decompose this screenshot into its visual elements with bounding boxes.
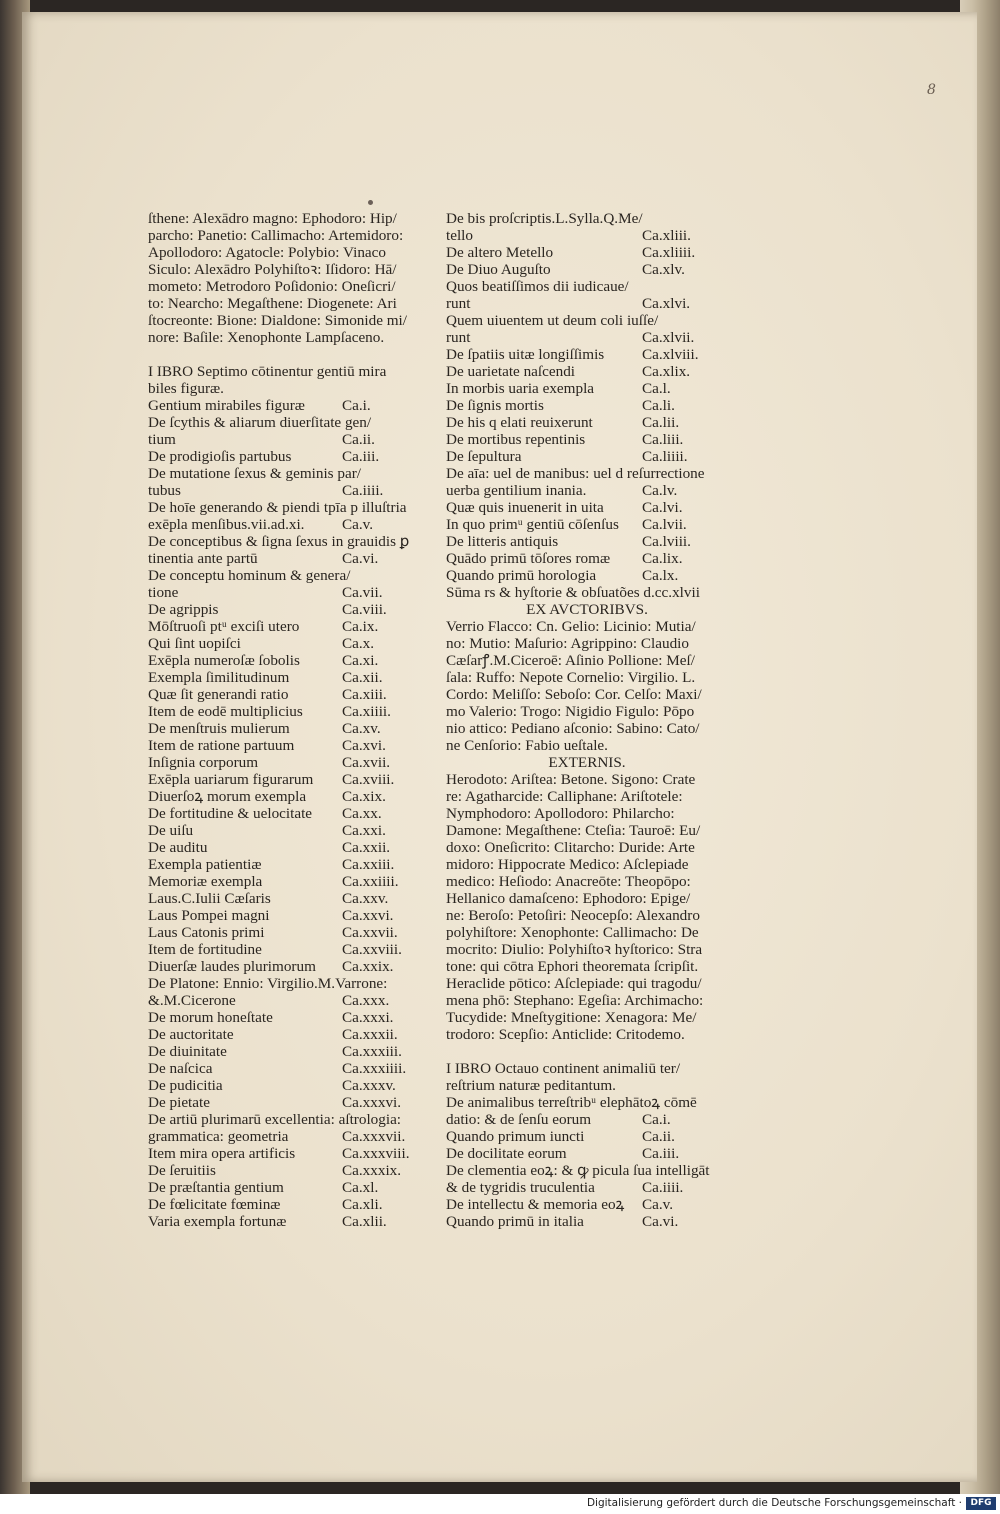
chapter-number: Ca.lvii. bbox=[642, 516, 687, 533]
chapter-number: Ca.xxii. bbox=[342, 839, 391, 856]
entry-title: tello bbox=[446, 227, 473, 244]
entry-title: De fœlicitate fœminæ bbox=[148, 1196, 281, 1213]
right-column bbox=[446, 210, 728, 1230]
text-line: De aīa: uel de manibus: uel d reſurrectione bbox=[446, 465, 705, 482]
chapter-number: Ca.xiiii. bbox=[342, 703, 391, 720]
chapter-number: Ca.xxxv. bbox=[342, 1077, 396, 1094]
index-entry bbox=[446, 1179, 728, 1196]
entry-title: Laus.C.Iulii Cæſaris bbox=[148, 890, 271, 907]
entry-title: De altero Metello bbox=[446, 244, 554, 261]
index-entry bbox=[148, 1128, 428, 1145]
section-heading: EXTERNIS. bbox=[548, 754, 626, 771]
index-entry bbox=[446, 380, 728, 397]
chapter-number: Ca.v. bbox=[342, 516, 374, 533]
index-entry bbox=[148, 958, 428, 975]
chapter-number: Ca.xxvii. bbox=[342, 924, 398, 941]
index-entry bbox=[148, 1196, 428, 1213]
chapter-number: Ca.xxv. bbox=[342, 890, 389, 907]
index-entry bbox=[446, 533, 728, 550]
entry-title: Exēpla uariarum figurarum bbox=[148, 771, 314, 788]
index-entry bbox=[148, 1077, 428, 1094]
chapter-number: Ca.xliii. bbox=[642, 227, 691, 244]
entry-title: De ſignis mortis bbox=[446, 397, 544, 414]
chapter-number: Ca.xx. bbox=[342, 805, 382, 822]
text-line: Heraclide pōtico: Aſclepiade: qui tragodu/ bbox=[446, 975, 702, 992]
index-entry bbox=[148, 482, 428, 499]
entry-title: De uiſu bbox=[148, 822, 194, 839]
entry-title: De docilitate eorum bbox=[446, 1145, 567, 1162]
index-entry bbox=[148, 822, 428, 839]
text-line: Damone: Megaſthene: Cteſia: Tauroē: Eu/ bbox=[446, 822, 701, 839]
text-line: Apollodoro: Agatocle: Polybio: Vinaco bbox=[148, 244, 386, 261]
entry-title: De pudicitia bbox=[148, 1077, 223, 1094]
chapter-number: Ca.i. bbox=[642, 1111, 671, 1128]
chapter-number: Ca.lii. bbox=[642, 414, 680, 431]
chapter-number: Ca.xxxii. bbox=[342, 1026, 398, 1043]
chapter-number: Ca.xxxix. bbox=[342, 1162, 402, 1179]
text-line: medico: Heſiodo: Anacreōte: Theopōpo: bbox=[446, 873, 691, 890]
index-entry bbox=[446, 431, 728, 448]
index-entry bbox=[148, 686, 428, 703]
text-line: nore: Baſile: Xenophonte Lampſaceno. bbox=[148, 329, 385, 346]
chapter-number: Ca.xl. bbox=[342, 1179, 379, 1196]
index-entry bbox=[148, 873, 428, 890]
chapter-number: Ca.xlix. bbox=[642, 363, 691, 380]
index-entry bbox=[446, 1111, 728, 1128]
chapter-number: Ca.xlv. bbox=[642, 261, 685, 278]
funding-notice: Digitalisierung gefördert durch die Deutsche Forschungsgemeinschaft · bbox=[586, 1497, 962, 1509]
entry-title: Exempla patientiæ bbox=[148, 856, 262, 873]
index-entry bbox=[148, 550, 428, 567]
entry-title: grammatica: geometria bbox=[148, 1128, 289, 1145]
entry-title: &.M.Cicerone bbox=[148, 992, 236, 1009]
text-line: ne: Beroſo: Petoſiri: Neocepſo: Alexandro bbox=[446, 907, 700, 924]
entry-title: De his q elati reuixerunt bbox=[446, 414, 593, 431]
chapter-number: Ca.v. bbox=[642, 1196, 674, 1213]
text-line: trodoro: Scepſio: Anticlide: Critodemo. bbox=[446, 1026, 685, 1043]
chapter-number: Ca.xvi. bbox=[342, 737, 386, 754]
chapter-number: Ca.iiii. bbox=[342, 482, 384, 499]
chapter-number: Ca.vii. bbox=[342, 584, 383, 601]
entry-title: In morbis uaria exempla bbox=[446, 380, 595, 397]
chapter-number: Ca.ix. bbox=[342, 618, 379, 635]
entry-title: Gentium mirabiles figuræ bbox=[148, 397, 305, 414]
index-entry bbox=[446, 363, 728, 380]
index-entry bbox=[446, 346, 728, 363]
text-line: De clementia eoꝝ: & ꝙ picula ſua intelligāt bbox=[446, 1162, 710, 1179]
text-line: mo Valerio: Trogo: Nigidio Figulo: Pōpo bbox=[446, 703, 695, 720]
chapter-number: Ca.ii. bbox=[642, 1128, 675, 1145]
text-line: Quos beatiſſimos dii iudicaue/ bbox=[446, 278, 629, 295]
chapter-number: Ca.liii. bbox=[642, 431, 684, 448]
entry-title: & de tygridis truculentia bbox=[446, 1179, 595, 1196]
chapter-number: Ca.li. bbox=[642, 397, 675, 414]
entry-title: De litteris antiquis bbox=[446, 533, 559, 550]
index-entry bbox=[446, 244, 728, 261]
index-entry bbox=[148, 584, 428, 601]
chapter-number: Ca.iii. bbox=[642, 1145, 680, 1162]
chapter-number: Ca.xi. bbox=[342, 652, 379, 669]
entry-title: De ſpatiis uitæ longiſſimis bbox=[446, 346, 605, 363]
index-entry bbox=[446, 295, 728, 312]
entry-title: De morum honeſtate bbox=[148, 1009, 273, 1026]
chapter-number: Ca.xxvi. bbox=[342, 907, 394, 924]
section-heading: EX AVCTORIBVS. bbox=[526, 601, 648, 618]
text-line: biles figuræ. bbox=[148, 380, 224, 397]
index-entry bbox=[148, 1213, 428, 1230]
entry-title: Varia exempla fortunæ bbox=[148, 1213, 287, 1230]
index-entry bbox=[446, 482, 728, 499]
index-entry bbox=[148, 1094, 428, 1111]
text-line: to: Nearcho: Megaſthene: Diogenete: Ari bbox=[148, 295, 397, 312]
chapter-number: Ca.liiii. bbox=[642, 448, 688, 465]
index-entry bbox=[148, 1043, 428, 1060]
text-line: I IBRO Septimo cōtinentur gentiū mira bbox=[148, 363, 387, 380]
index-entry bbox=[148, 788, 428, 805]
chapter-number: Ca.xliiii. bbox=[642, 244, 696, 261]
index-entry bbox=[148, 771, 428, 788]
index-entry bbox=[446, 516, 728, 533]
chapter-number: Ca.xxiiii. bbox=[342, 873, 399, 890]
chapter-number: Ca.xxxvii. bbox=[342, 1128, 406, 1145]
index-entry bbox=[446, 329, 728, 346]
entry-title: De auctoritate bbox=[148, 1026, 234, 1043]
entry-title: De agrippis bbox=[148, 601, 219, 618]
index-entry bbox=[148, 720, 428, 737]
index-entry bbox=[148, 839, 428, 856]
text-line: De animalibus terreſtribᵘ elephātoꝝ cōmē bbox=[446, 1094, 697, 1111]
chapter-number: Ca.xxiii. bbox=[342, 856, 395, 873]
text-line: ſtocreonte: Bione: Dialdone: Simonide mi/ bbox=[148, 312, 407, 329]
entry-title: De ſeruitiis bbox=[148, 1162, 216, 1179]
index-entry bbox=[148, 618, 428, 635]
chapter-number: Ca.xii. bbox=[342, 669, 383, 686]
chapter-number: Ca.xxxiii. bbox=[342, 1043, 402, 1060]
footer-bar bbox=[0, 1494, 1000, 1514]
entry-title: Diuerſoꝝ morum exempla bbox=[148, 788, 307, 805]
entry-title: De præſtantia gentium bbox=[148, 1179, 284, 1196]
chapter-number: Ca.lix. bbox=[642, 550, 683, 567]
entry-title: De mortibus repentinis bbox=[446, 431, 586, 448]
index-entry bbox=[446, 1213, 728, 1230]
entry-title: Quæ quis inuenerit in uita bbox=[446, 499, 604, 516]
entry-title: exēpla menſibus.vii.ad.xi. bbox=[148, 516, 305, 533]
index-entry bbox=[148, 856, 428, 873]
folio-number: 8 bbox=[927, 82, 936, 98]
entry-title: Exēpla numeroſæ ſobolis bbox=[148, 652, 300, 669]
text-line: nio attico: Pediano aſconio: Sabino: Cato/ bbox=[446, 720, 700, 737]
text-line: Tucydide: Mneſtygitione: Xenagora: Me/ bbox=[446, 1009, 697, 1026]
entry-title: Diuerſæ laudes plurimorum bbox=[148, 958, 316, 975]
text-line: De conceptu hominum & genera/ bbox=[148, 567, 351, 584]
index-entry bbox=[446, 1128, 728, 1145]
chapter-number: Ca.xvii. bbox=[342, 754, 391, 771]
entry-title: Item de ratione partuum bbox=[148, 737, 295, 754]
entry-title: uerba gentilium inania. bbox=[446, 482, 587, 499]
entry-title: Quando primū horologia bbox=[446, 567, 597, 584]
chapter-number: Ca.lvi. bbox=[642, 499, 683, 516]
text-line: parcho: Panetio: Callimacho: Artemidoro: bbox=[148, 227, 404, 244]
index-entry bbox=[148, 924, 428, 941]
entry-title: Laus Pompei magni bbox=[148, 907, 270, 924]
text-line: Hellanico damaſceno: Ephodoro: Epige/ bbox=[446, 890, 691, 907]
text-line: Sūma rs & hyſtorie & obſuatões d.cc.xlvii bbox=[446, 584, 700, 601]
chapter-number: Ca.xiii. bbox=[342, 686, 387, 703]
chapter-number: Ca.xix. bbox=[342, 788, 386, 805]
index-entry bbox=[446, 397, 728, 414]
index-entry bbox=[148, 1162, 428, 1179]
chapter-number: Ca.xxxiiii. bbox=[342, 1060, 407, 1077]
chapter-number: Ca.xlviii. bbox=[642, 346, 699, 363]
chapter-number: Ca.xv. bbox=[342, 720, 381, 737]
index-entry bbox=[446, 550, 728, 567]
text-line: De hoīe generando & piendi tpīa p illuſtria bbox=[148, 499, 407, 516]
index-entry bbox=[148, 1060, 428, 1077]
text-line: Herodoto: Ariſtea: Betone. Sigono: Crate bbox=[446, 771, 696, 788]
entry-title: Inſignia corporum bbox=[148, 754, 259, 771]
chapter-number: Ca.xviii. bbox=[342, 771, 395, 788]
text-line: Verrio Flacco: Cn. Gelio: Licinio: Mutia/ bbox=[446, 618, 696, 635]
text-line: De bis proſcriptis.L.Sylla.Q.Me/ bbox=[446, 210, 643, 227]
text-line: Cordo: Meliſſo: Seboſo: Cor. Celſo: Maxi/ bbox=[446, 686, 702, 703]
text-line: mometo: Metrodoro Poſidonio: Oneſicri/ bbox=[148, 278, 396, 295]
text-line: mena phō: Stephano: Egeſia: Archimacho: bbox=[446, 992, 704, 1009]
index-entry bbox=[148, 669, 428, 686]
chapter-number: Ca.xxi. bbox=[342, 822, 386, 839]
text-line: no: Mutio: Maſurio: Agrippino: Claudio bbox=[446, 635, 689, 652]
entry-title: Item de eodē multiplicius bbox=[148, 703, 303, 720]
index-entry bbox=[148, 941, 428, 958]
index-entry bbox=[446, 567, 728, 584]
chapter-number: Ca.xxviii. bbox=[342, 941, 402, 958]
text-line: I IBRO Octauo continent animaliū ter/ bbox=[446, 1060, 681, 1077]
blank-line bbox=[148, 346, 428, 363]
index-entry bbox=[148, 516, 428, 533]
entry-title: tubus bbox=[148, 482, 181, 499]
index-entry bbox=[148, 635, 428, 652]
chapter-number: Ca.vi. bbox=[642, 1213, 679, 1230]
entry-title: runt bbox=[446, 295, 471, 312]
chapter-number: Ca.lx. bbox=[642, 567, 679, 584]
text-line: polyhiſtore: Xenophonte: Callimacho: De bbox=[446, 924, 699, 941]
index-entry bbox=[446, 1145, 728, 1162]
index-entry bbox=[148, 1179, 428, 1196]
chapter-number: Ca.i. bbox=[342, 397, 371, 414]
chapter-number: Ca.viii. bbox=[342, 601, 387, 618]
entry-title: In quo primᵘ gentiū cōſenſus bbox=[446, 516, 619, 533]
chapter-number: Ca.lviii. bbox=[642, 533, 691, 550]
entry-title: De Diuo Auguſto bbox=[446, 261, 551, 278]
index-entry bbox=[148, 397, 428, 414]
index-entry bbox=[148, 1009, 428, 1026]
entry-title: De auditu bbox=[148, 839, 208, 856]
text-line: ſala: Ruffo: Nepote Cornelio: Virgilio. L. bbox=[446, 669, 696, 686]
index-entry bbox=[446, 414, 728, 431]
entry-title: Laus Catonis primi bbox=[148, 924, 265, 941]
index-entry bbox=[148, 737, 428, 754]
entry-title: Item de fortitudine bbox=[148, 941, 262, 958]
left-column bbox=[148, 210, 428, 1230]
text-line: Cæſarꝭ.M.Ciceroē: Aſinio Pollione: Meſ/ bbox=[446, 652, 695, 669]
text-line: re: Agatharcide: Calliphane: Ariſtotele: bbox=[446, 788, 683, 805]
entry-title: De pietate bbox=[148, 1094, 210, 1111]
entry-title: Quādo primū tōſores romæ bbox=[446, 550, 611, 567]
index-entry bbox=[148, 431, 428, 448]
index-entry bbox=[446, 227, 728, 244]
index-entry bbox=[148, 1145, 428, 1162]
text-line: De ſcythis & aliarum diuerſitate gen/ bbox=[148, 414, 372, 431]
entry-title: Qui ſint uopiſci bbox=[148, 635, 241, 652]
entry-title: De fortitudine & uelocitate bbox=[148, 805, 313, 822]
index-entry bbox=[446, 1196, 728, 1213]
text-line: Quem uiuentem ut deum coli iuſſe/ bbox=[446, 312, 659, 329]
chapter-number: Ca.xxxi. bbox=[342, 1009, 394, 1026]
entry-title: datio: & de ſenſu eorum bbox=[446, 1111, 592, 1128]
chapter-number: Ca.xxxvi. bbox=[342, 1094, 402, 1111]
ink-smudge bbox=[368, 200, 373, 205]
blank-line bbox=[446, 1043, 728, 1060]
chapter-number: Ca.xlii. bbox=[342, 1213, 387, 1230]
index-entry bbox=[148, 601, 428, 618]
index-entry bbox=[148, 992, 428, 1009]
index-entry bbox=[446, 448, 728, 465]
text-line: midoro: Hippocrate Medico: Aſclepiade bbox=[446, 856, 689, 873]
entry-title: Memoriæ exempla bbox=[148, 873, 263, 890]
chapter-number: Ca.lv. bbox=[642, 482, 678, 499]
entry-title: Exempla ſimilitudinum bbox=[148, 669, 290, 686]
text-line: Nymphodoro: Apollodoro: Philarcho: bbox=[446, 805, 675, 822]
entry-title: De ſepultura bbox=[446, 448, 522, 465]
chapter-number: Ca.iiii. bbox=[642, 1179, 684, 1196]
text-line: Siculo: Alexādro Polyhiſtoꝛ: Iſidoro: Hā/ bbox=[148, 261, 397, 278]
entry-title: Quando primū in italia bbox=[446, 1213, 584, 1230]
entry-title: Item mira opera artificis bbox=[148, 1145, 296, 1162]
index-entry bbox=[148, 652, 428, 669]
entry-title: De diuinitate bbox=[148, 1043, 227, 1060]
index-entry bbox=[148, 703, 428, 720]
text-line: De mutatione ſexus & geminis par/ bbox=[148, 465, 362, 482]
chapter-number: Ca.vi. bbox=[342, 550, 379, 567]
entry-title: tione bbox=[148, 584, 179, 601]
chapter-number: Ca.ii. bbox=[342, 431, 375, 448]
index-entry bbox=[446, 261, 728, 278]
index-entry bbox=[148, 448, 428, 465]
index-entry bbox=[446, 499, 728, 516]
index-entry bbox=[148, 907, 428, 924]
chapter-number: Ca.xxxviii. bbox=[342, 1145, 410, 1162]
entry-title: De naſcica bbox=[148, 1060, 213, 1077]
entry-title: De uarietate naſcendi bbox=[446, 363, 576, 380]
entry-title: De menſtruis mulierum bbox=[148, 720, 290, 737]
text-line: doxo: Oneſicrito: Clitarcho: Duride: Arte bbox=[446, 839, 695, 856]
chapter-number: Ca.x. bbox=[342, 635, 375, 652]
chapter-number: Ca.l. bbox=[642, 380, 671, 397]
index-entry bbox=[148, 890, 428, 907]
chapter-number: Ca.xlvii. bbox=[642, 329, 695, 346]
chapter-number: Ca.xxx. bbox=[342, 992, 390, 1009]
text-line: ne Cenſorio: Fabio ueſtale. bbox=[446, 737, 608, 754]
entry-title: Quando primum iuncti bbox=[446, 1128, 585, 1145]
chapter-number: Ca.xxix. bbox=[342, 958, 394, 975]
text-line: tone: qui cōtra Ephori theoremata ſcripſit. bbox=[446, 958, 699, 975]
entry-title: De prodigioſis partubus bbox=[148, 448, 292, 465]
entry-title: tium bbox=[148, 431, 176, 448]
entry-title: Mōſtruoſi ptᵘ exciſi utero bbox=[148, 618, 300, 635]
index-entry bbox=[148, 1026, 428, 1043]
dfg-logo: DFG bbox=[966, 1497, 996, 1510]
index-entry bbox=[148, 805, 428, 822]
text-line: De Platone: Ennio: Virgilio.M.Varrone: bbox=[148, 975, 388, 992]
text-line: De artiū plurimarū excellentia: aſtrologia: bbox=[148, 1111, 402, 1128]
entry-title: runt bbox=[446, 329, 471, 346]
entry-title: Quæ ſit generandi ratio bbox=[148, 686, 289, 703]
text-line: ſthene: Alexādro magno: Ephodoro: Hip/ bbox=[148, 210, 397, 227]
text-line: mocrito: Diulio: Polyhiſtoꝛ hyſtorico: Stra bbox=[446, 941, 703, 958]
text-line: De conceptibus & ſigna ſexus in grauidis ꝑ bbox=[148, 533, 410, 550]
text-line: reſtrium naturæ peditantum. bbox=[446, 1077, 616, 1094]
chapter-number: Ca.xlvi. bbox=[642, 295, 691, 312]
index-entry bbox=[148, 754, 428, 771]
entry-title: tinentia ante partū bbox=[148, 550, 258, 567]
chapter-number: Ca.iii. bbox=[342, 448, 380, 465]
entry-title: De intellectu & memoria eoꝝ bbox=[446, 1196, 625, 1213]
chapter-number: Ca.xli. bbox=[342, 1196, 383, 1213]
